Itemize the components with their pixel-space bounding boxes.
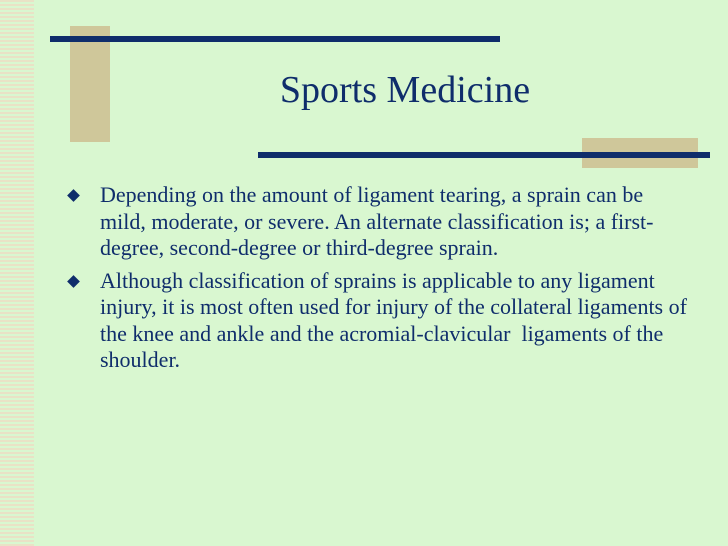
slide-title: Sports Medicine xyxy=(279,69,531,111)
bullet-item-sprain-severity xyxy=(64,182,694,262)
diamond-bullet-icon xyxy=(67,275,80,288)
left-stripe-decoration xyxy=(0,0,34,546)
top-accent-bar xyxy=(50,36,500,42)
bottom-accent-bar xyxy=(258,152,710,158)
bullet-text: Although classification of sprains is applicable to any ligament injury, it is most often used for injury of the collateral ligaments of the knee and ankle and the acromial-clavicular ligaments of the shoulder. xyxy=(100,267,693,372)
bullet-text: Depending on the amount of ligament tearing, a sprain can be mild, moderate, or severe. An alternate classification is; a first-degree, second-degree or third-degree sprain. xyxy=(100,182,654,260)
bullet-item-classification-usage xyxy=(64,268,694,374)
top-accent-block xyxy=(70,26,110,142)
bullet-list xyxy=(64,182,694,380)
diamond-bullet-icon xyxy=(67,189,80,202)
